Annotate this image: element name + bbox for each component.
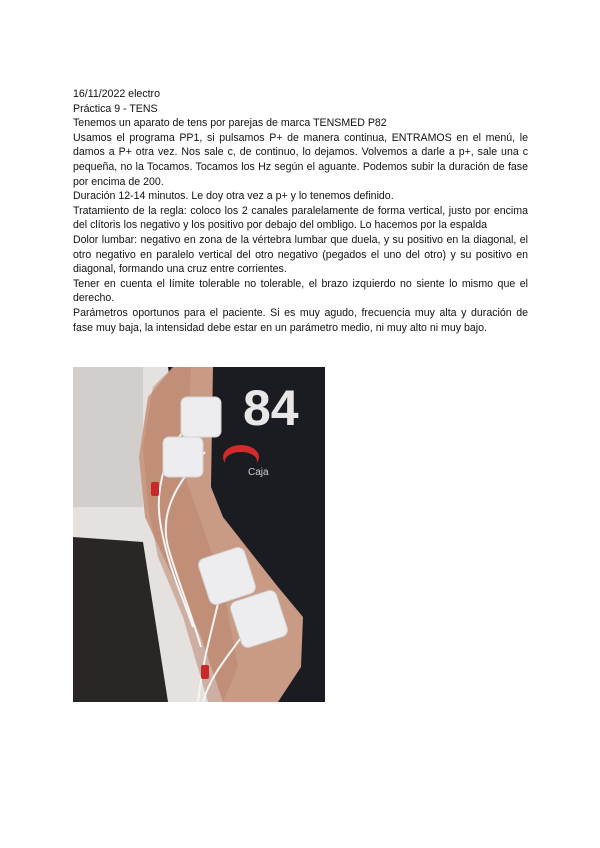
paragraph-regla: Tratamiento de la regla: coloco los 2 canales paralelamente de forma vertical, justo por encima del clítoris los negativo y los positivo por debajo del ombligo. Lo hacemos por la espalda <box>73 204 528 232</box>
practice-title: Práctica 9 - TENS <box>73 102 158 115</box>
connector-lower <box>201 665 209 679</box>
paragraph-lumbar: Dolor lumbar: negativo en zona de la vértebra lumbar que duela, y su positivo en la diagonal, el otro negativo en paralelo vertical del otro negativo (pegados el uno del otro) y su positivo en diagonal, formando una cruz entre corrientes. <box>73 233 528 276</box>
text-block <box>73 87 528 335</box>
paragraph-limite: Tener en cuenta el límite tolerable no tolerable, el brazo izquierdo no siente lo mismo que el derecho. <box>73 277 528 305</box>
date-line: 16/11/2022 electro <box>73 88 160 100</box>
photo-illustration <box>73 367 325 702</box>
paragraph-device: Tenemos un aparato de tens por parejas de marca TENSMED P82 <box>73 117 387 130</box>
paragraph-parametros: Parámetros oportunos para el paciente. Si es muy agudo, frecuencia muy alta y duración de fase muy baja, la intensidad debe estar en un parámetro medio, ni muy alto ni muy bajo. <box>73 306 528 334</box>
jersey-number: 84 <box>243 380 299 436</box>
connector-upper <box>151 482 159 496</box>
electrode-upper-2 <box>163 437 203 477</box>
shirt-text: Caja <box>248 467 269 478</box>
electrode-upper-1 <box>181 397 221 437</box>
tens-arm-photo <box>73 367 325 702</box>
paragraph-duration: Duración 12-14 minutos. Le doy otra vez a p+ y lo tenemos definido. <box>73 190 394 203</box>
paragraph-program: Usamos el programa PP1, si pulsamos P+ de manera continua, ENTRAMOS en el menú, le damos a P+ otra vez. Nos sale c, de continuo, lo dejamos. Volvemos a darle a p+, sale una c pequeña, no la Tocamos. Tocamos los Hz según el aguante. Podemos subir la duración de fase por encima de 200. <box>73 131 528 188</box>
